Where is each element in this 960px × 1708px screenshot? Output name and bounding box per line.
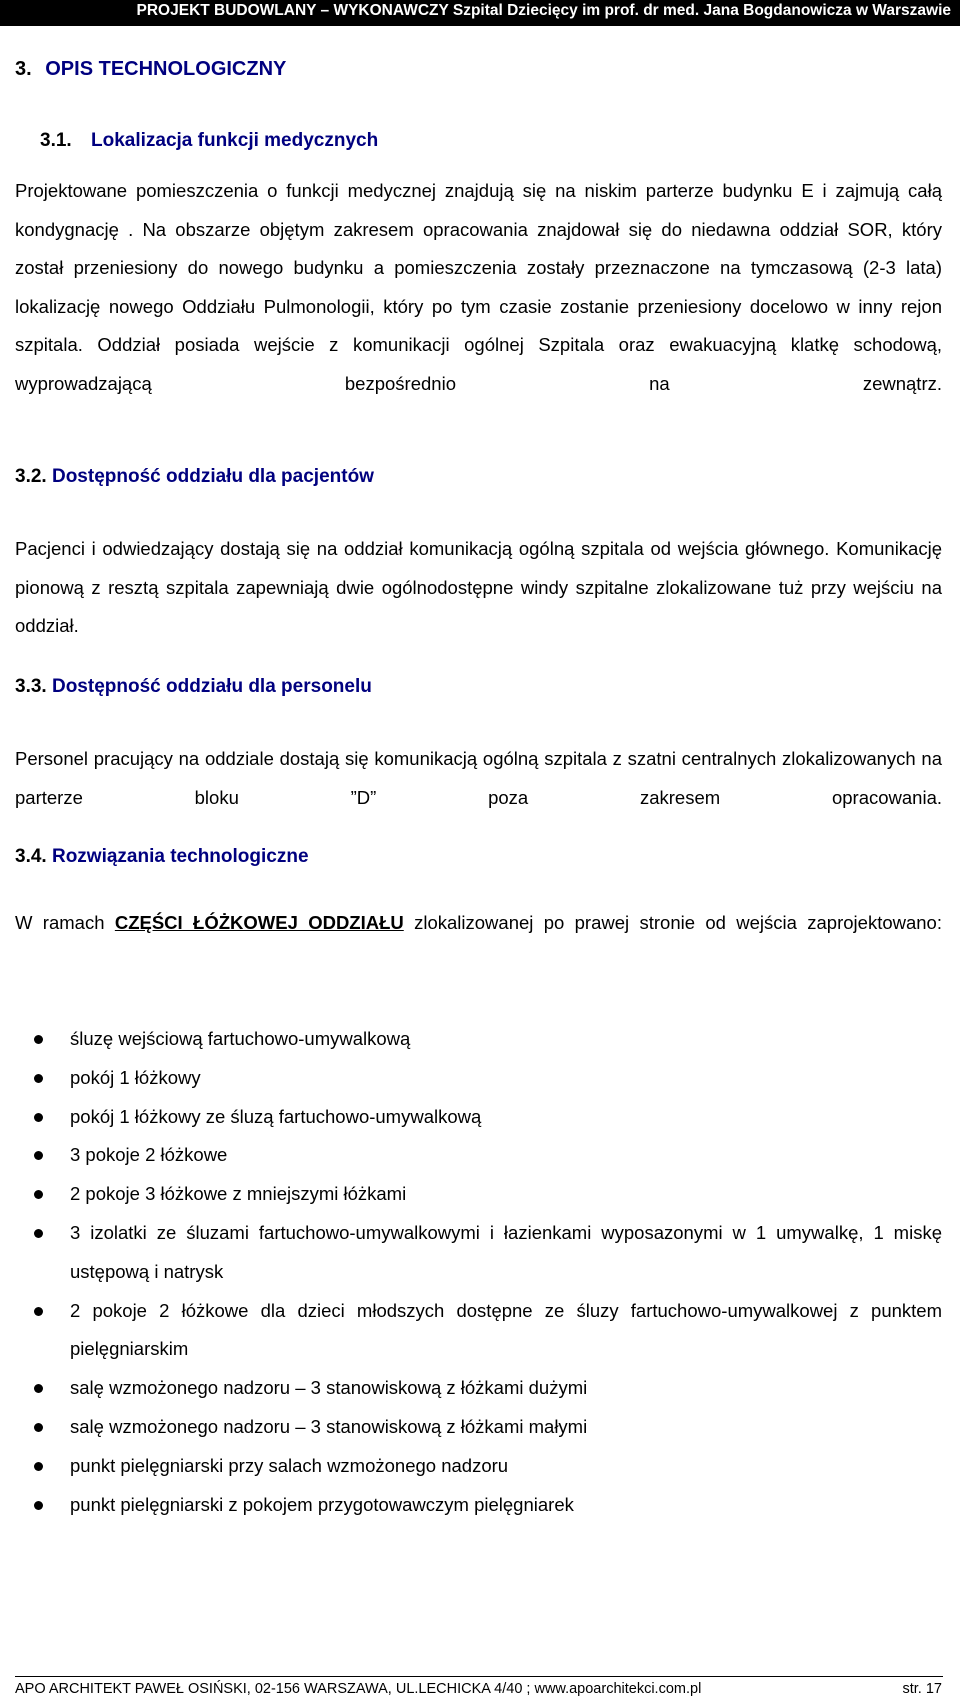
- bullet-icon: [34, 1307, 43, 1316]
- list-item-text: punkt pielęgniarski przy salach wzmożonego nadzoru: [70, 1454, 509, 1476]
- subsection-heading-3-4: [15, 846, 309, 868]
- list-item-text: śluzę wejściową fartuchowo-umywalkową: [70, 1028, 411, 1049]
- bullet-icon: [34, 1423, 43, 1432]
- list-item: [15, 1292, 942, 1370]
- subsection-number: 3.4.: [15, 846, 47, 867]
- list-item: [15, 1059, 942, 1098]
- paragraph-3-1: Projektowane pomieszczenia o funkcji medycznej znajdują się na niskim parterze budynku E i zajmują całą kondygnację . Na obszarze objętym zakresem opracowania znajdował się do niedawna oddział SOR, który został przeniesiony do nowego budynku a pomieszczenia zostały przeznaczone na tymczasową (2-3 lata) lokalizację nowego Oddziału Pulmonologii, który po tym czasie zostanie przeniesiony docelowo w inny rejon szpitala. Oddział posiada wejście z komunikacji ogólnej Szpitala oraz ewakuacyjną klatkę schodową, wyprowadzającą bezpośrednio na zewnątrz.: [15, 180, 942, 394]
- bullet-icon: [34, 1384, 43, 1393]
- intro-text-before: W ramach: [15, 912, 115, 933]
- list-item: [15, 1175, 942, 1214]
- intro-emphasis: CZĘŚCI ŁÓŻKOWEJ ODDZIAŁU: [114, 912, 404, 933]
- bullet-icon: [34, 1113, 43, 1122]
- room-list: [15, 1020, 942, 1524]
- subsection-heading-3-2: [15, 466, 374, 488]
- list-item-text: 2 pokoje 2 łóżkowe dla dzieci młodszych dostępne ze śluzy fartuchowo-umywalkowej z punktem pielęgniarskim: [70, 1299, 942, 1360]
- section-heading: [15, 58, 286, 81]
- subsection-number: 3.1.: [40, 130, 72, 151]
- list-item: [15, 1447, 942, 1486]
- subsection-heading-3-1: [40, 130, 378, 152]
- bullet-icon: [34, 1462, 43, 1471]
- intro-text-after: zlokalizowanej po prawej stronie od wejścia zaprojektowano:: [403, 912, 942, 933]
- subsection-heading-3-3: [15, 676, 372, 698]
- footer-divider: [15, 1676, 943, 1677]
- subsection-title: Dostępność oddziału dla pacjentów: [51, 466, 374, 487]
- list-item-text: pokój 1 łóżkowy ze śluzą fartuchowo-umywalkową: [70, 1105, 482, 1127]
- section-title: OPIS TECHNOLOGICZNY: [45, 58, 287, 80]
- running-header: [0, 0, 960, 26]
- list-item: [15, 1136, 942, 1175]
- header-text: PROJEKT BUDOWLANY – WYKONAWCZY Szpital Dziecięcy im prof. dr med. Jana Bogdanowicza w Warszawie: [136, 2, 951, 19]
- page-number: str. 17: [902, 1681, 942, 1697]
- subsection-number: 3.2.: [15, 466, 47, 487]
- list-item-text: pokój 1 łóżkowy: [70, 1066, 201, 1088]
- list-item: [15, 1369, 942, 1408]
- subsection-title: Dostępność oddziału dla personelu: [51, 676, 372, 697]
- bullet-icon: [34, 1151, 43, 1160]
- bullet-icon: [34, 1229, 43, 1238]
- paragraph-3-3: Personel pracujący na oddziale dostają się komunikacją ogólną szpitala z szatni centralnych zlokalizowanych na parterze bloku ”D” poza zakresem opracowania.: [15, 748, 942, 808]
- list-item-text: salę wzmożonego nadzoru – 3 stanowiskową z łóżkami dużymi: [70, 1377, 588, 1399]
- paragraph-3-4-intro: [15, 904, 942, 981]
- list-item-text: punkt pielęgniarski z pokojem przygotowawczym pielęgniarek: [70, 1493, 574, 1515]
- bullet-icon: [34, 1501, 43, 1510]
- list-item-text: 3 izolatki ze śluzami fartuchowo-umywalkowymi i łazienkami wyposazonymi w 1 umywalkę, 1 miskę ustępową i natrysk: [70, 1221, 942, 1282]
- footer-text: APO ARCHITEKT PAWEŁ OSIŃSKI, 02-156 WARSZAWA, UL.LECHICKA 4/40 ; www.apoarchitekci.com.pl: [15, 1681, 702, 1697]
- paragraph-3-2: Pacjenci i odwiedzający dostają się na oddział komunikacją ogólną szpitala od wejścia głównego. Komunikację pionową z resztą szpitala zapewniają dwie ogólnodostępne windy szpitalne zlokalizowane tuż przy wejściu na oddział.: [15, 538, 942, 637]
- bullet-icon: [34, 1074, 43, 1083]
- section-number: 3.: [15, 58, 32, 80]
- list-item: [15, 1214, 942, 1292]
- list-item-text: 3 pokoje 2 łóżkowe: [70, 1144, 228, 1166]
- subsection-title: Lokalizacja funkcji medycznych: [90, 130, 379, 151]
- list-item: [15, 1408, 942, 1447]
- bullet-icon: [34, 1035, 43, 1044]
- subsection-number: 3.3.: [15, 676, 47, 697]
- list-item: [15, 1486, 942, 1525]
- bullet-icon: [34, 1190, 43, 1199]
- list-item-text: 2 pokoje 3 łóżkowe z mniejszymi łóżkami: [70, 1183, 407, 1205]
- list-item: [15, 1020, 942, 1059]
- list-item-text: salę wzmożonego nadzoru – 3 stanowiskową z łóżkami małymi: [70, 1415, 588, 1437]
- list-item: [15, 1098, 942, 1137]
- subsection-title: Rozwiązania technologiczne: [51, 846, 309, 867]
